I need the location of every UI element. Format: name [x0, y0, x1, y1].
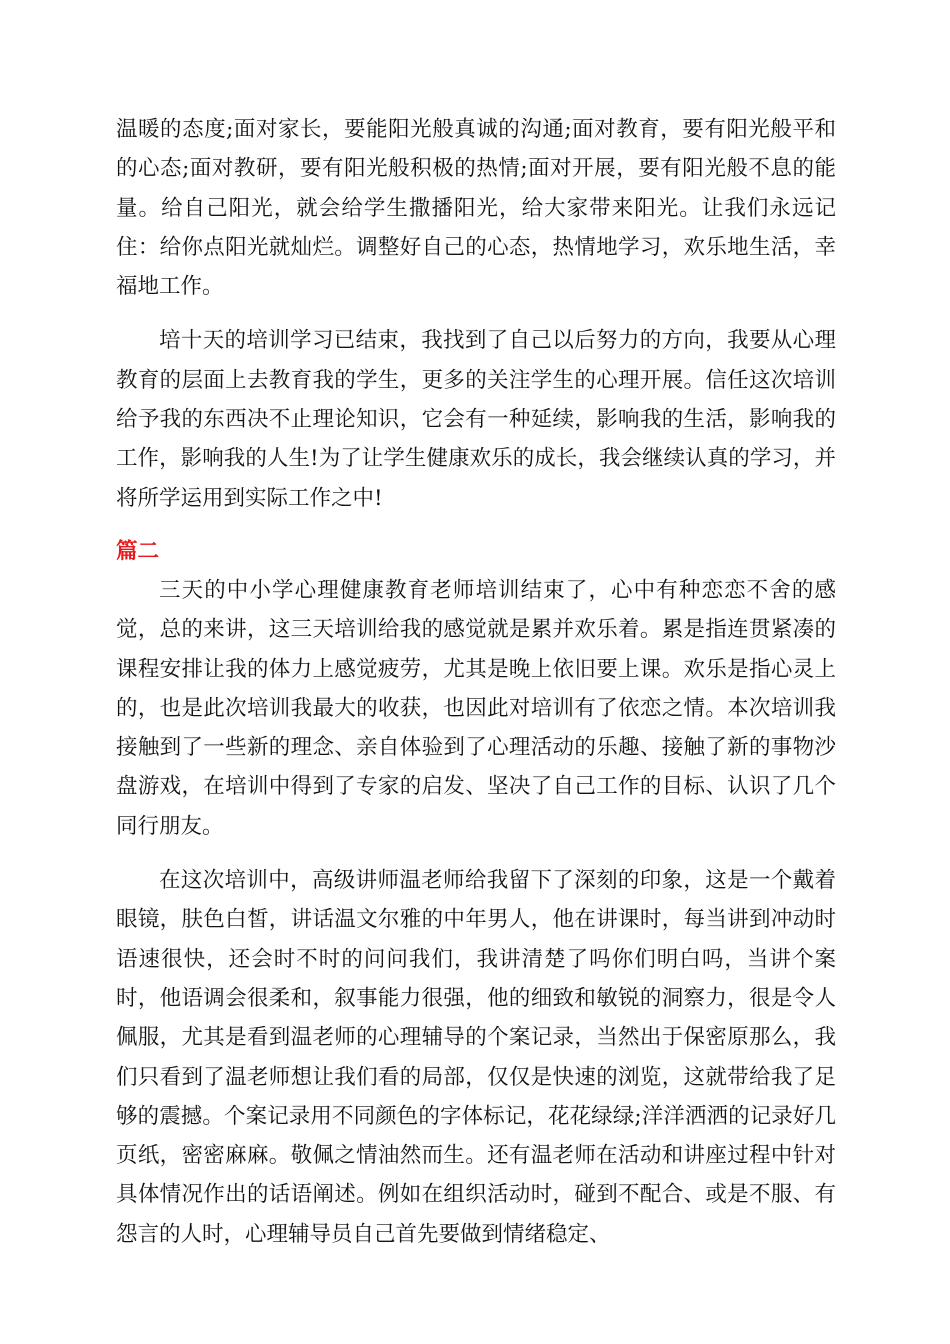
document-body — [116, 110, 836, 1254]
paragraph-three-day-training: 三天的中小学心理健康教育老师培训结束了，心中有种恋恋不舍的感觉，总的来讲，这三天培训给我的感觉就是累并欢乐着。累是指连贯紧凑的课程安排让我的体力上感觉疲劳，尤其是晚上依旧要上课。欢乐是指心灵上的，也是此次培训我最大的收获，也因此对培训有了依恋之情。本次培训我接触到了一些新的理念、亲自体验到了心理活动的乐趣、接触了新的事物沙盘游戏，在培训中得到了专家的启发、坚决了自己工作的目标、认识了几个同行朋友。 — [116, 577, 836, 839]
paragraph-continued: 温暖的态度;面对家长，要能阳光般真诚的沟通;面对教育，要有阳光般平和的心态;面对教研，要有阳光般积极的热情;面对开展，要有阳光般不息的能量。给自己阳光，就会给学生撒播阳光，给大家带来阳光。让我们永远记住：给你点阳光就灿烂。调整好自己的心态，热情地学习，欢乐地生活，幸福地工作。 — [116, 117, 836, 300]
section-title: 篇二 — [116, 538, 160, 564]
paragraph-teacher-wen: 在这次培训中，高级讲师温老师给我留下了深刻的印象，这是一个戴着眼镜，肤色白皙，讲话温文尔雅的中年男人，他在讲课时，每当讲到冲动时语速很快，还会时不时的问问我们，我讲清楚了吗你们明白吗，当讲个案时，他语调会很柔和，叙事能力很强，他的细致和敏锐的洞察力，很是令人佩服，尤其是看到温老师的心理辅导的个案记录，当然出于保密原那么，我们只看到了温老师想让我们看的局部，仅仅是快速的浏览，这就带给我了足够的震撼。个案记录用不同颜色的字体标记，花花绿绿;洋洋洒洒的记录好几页纸，密密麻麻。敬佩之情油然而生。还有温老师在活动和讲座过程中针对具体情况作出的话语阐述。例如在组织活动时，碰到不配合、或是不服、有怨言的人时，心理辅导员自己首先要做到情绪稳定、 — [116, 868, 836, 1247]
paragraph-training-conclusion: 培十天的培训学习已结束，我找到了自己以后努力的方向，我要从心理教育的层面上去教育我的学生，更多的关注学生的心理开展。信任这次培训给予我的东西决不止理论知识，它会有一种延续，影响我的生活，影响我的工作，影响我的人生!为了让学生健康欢乐的成长，我会继续认真的学习，并将所学运用到实际工作之中! — [116, 328, 836, 511]
